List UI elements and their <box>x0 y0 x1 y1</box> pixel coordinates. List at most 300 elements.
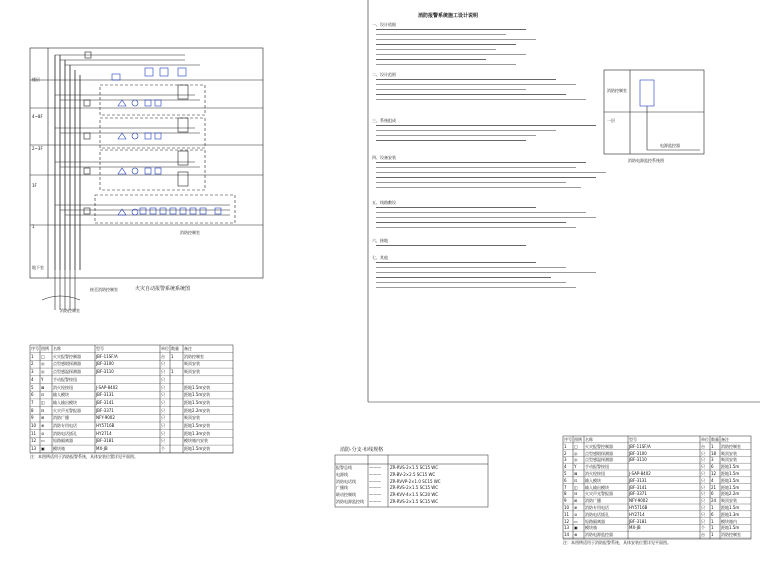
table-cell: 距地1.5m安装 <box>184 384 211 390</box>
table-cell: 只 <box>161 415 165 421</box>
table-cell: 消防专用电话 <box>53 423 77 428</box>
table-header-cell: 型号 <box>629 437 637 442</box>
riser-floor-label: 1 <box>32 224 35 229</box>
table-cell: 距地2.2m <box>721 491 740 497</box>
table-cell: 11 <box>31 430 37 436</box>
table-cell: 13 <box>564 525 570 531</box>
wiring-cell: 广播线 <box>336 485 348 491</box>
notes-heading: 一、设计依据 <box>372 22 396 27</box>
table-header-cell: 单位 <box>161 346 169 351</box>
table-cell: HY2714 <box>96 430 112 436</box>
table-cell: 10 <box>564 505 570 510</box>
notes-text-line <box>376 99 586 100</box>
table-header-cell: 备注 <box>184 346 192 351</box>
table-cell: ◎ <box>574 457 578 463</box>
smoke-detector-icon <box>132 100 138 106</box>
table-cell: 9 <box>564 498 567 504</box>
table-cell: 点型感烟探测器 <box>53 361 81 367</box>
table-cell: 12 <box>711 471 717 476</box>
table-cell: 1 <box>711 443 714 449</box>
table-cell: 24 <box>711 498 717 504</box>
wiring-cell: 消防电话线 <box>336 478 356 484</box>
hydrant-button-icon <box>160 208 166 214</box>
table-cell: ▭ <box>41 438 45 444</box>
table-header-cell: 型号 <box>96 346 104 351</box>
notes-text-line <box>376 89 526 90</box>
hydrant-button-icon <box>155 133 161 139</box>
riser-bottom-label-1: 接至消防控制室 <box>90 287 118 292</box>
table-cell: 3 <box>31 369 34 375</box>
riser-floor-label: 4~8F <box>32 114 43 119</box>
table-cell: ▣ <box>41 446 45 452</box>
table-cell: JBF-3371 <box>96 407 114 413</box>
table-cell: 距地1.5m <box>721 505 740 510</box>
hydrant-button-icon <box>155 100 161 106</box>
notes-text-line <box>376 125 596 126</box>
table-cell: JBF-3110 <box>629 457 647 463</box>
table-cell: JBF-3100 <box>629 450 647 456</box>
table-cell: 距地1.5m <box>721 525 740 531</box>
wiring-cell: ZR-BV-2×2.5 SC15 WC <box>390 471 436 477</box>
notes-text-line <box>376 282 566 283</box>
table-cell: 吸顶安装 <box>184 415 200 421</box>
notes-text-line <box>376 49 496 50</box>
table-cell: 7 <box>31 399 34 405</box>
table-cell: JBF-3181 <box>96 438 114 444</box>
table-cell: 3 <box>564 457 567 463</box>
table-header-cell: 序号 <box>31 346 39 351</box>
notes-text-line <box>376 39 536 40</box>
table-cell: 模块箱内安装 <box>184 438 208 444</box>
table-cell: 6 <box>564 477 567 483</box>
table-cell: ⊟ <box>41 407 45 413</box>
notes-text-line <box>376 272 596 273</box>
notes-text-line <box>376 267 566 268</box>
table-cell: 12 <box>31 438 37 444</box>
notes-heading: 三、系统组成 <box>372 118 396 123</box>
table-cell: 5 <box>564 471 567 476</box>
table-cell: 只 <box>701 505 705 510</box>
right-diagram <box>604 70 704 154</box>
table-cell: 12 <box>564 518 570 524</box>
wiring-cell: ZR-RVS-2×1.5 SC15 WC <box>390 485 439 491</box>
table-cell: 消防广播 <box>585 498 601 504</box>
right-diagram-label-2: 一层 <box>607 118 615 123</box>
table-cell: 只 <box>701 464 705 470</box>
table-cell: 输入输出模块 <box>53 399 77 405</box>
wiring-cell: ——— <box>369 499 381 504</box>
table-cell: ◎ <box>41 361 45 367</box>
notes-text-line <box>376 29 526 30</box>
wiring-cell: ——— <box>369 485 381 491</box>
riser-floor-label: 楼层 <box>32 77 40 82</box>
legend-right-footnote: 注：本图例适用于消防报警系统，具体安装位置详见平面图。 <box>563 540 671 545</box>
table-cell: 6 <box>711 491 714 497</box>
table-cell: 模块箱内 <box>721 518 737 524</box>
notes-text-line <box>376 59 486 60</box>
right-diagram-label-1: 消防控制室 <box>607 88 627 93</box>
table-cell: ⊞ <box>41 415 45 421</box>
broadcast-panel-icon <box>178 118 188 132</box>
table-cell: □ <box>574 443 578 449</box>
table-cell: 只 <box>701 498 705 504</box>
isolator-icon <box>84 133 90 139</box>
table-cell: 只 <box>701 477 705 483</box>
table-cell: JBF-3100 <box>96 361 114 367</box>
table-cell: 只 <box>161 423 165 428</box>
table-cell: 8 <box>564 491 567 497</box>
table-cell: 只 <box>161 376 165 382</box>
notes-text-line <box>376 262 536 263</box>
notes-text-line <box>376 222 566 223</box>
table-cell: 1 <box>564 443 567 449</box>
riser-devices <box>84 52 221 215</box>
table-cell: JBF-3141 <box>96 399 114 405</box>
table-cell: ⊘ <box>41 430 45 436</box>
table-cell: 距地1.3m <box>721 511 740 517</box>
right-diagram-label-3: 电源监控器 <box>660 143 680 148</box>
notes-heading: 七、其他 <box>372 255 388 260</box>
table-cell: JBF-3131 <box>96 392 114 398</box>
table-cell: 点型感温探测器 <box>53 369 81 375</box>
table-cell: 火灾报警控制器 <box>585 443 613 449</box>
table-cell: JBF-3110 <box>96 369 114 375</box>
notes-text-line <box>376 84 576 85</box>
table-cell: JBF-3131 <box>629 477 647 483</box>
notes-title: 消防报警系统施工设计说明 <box>418 13 479 19</box>
notes-text-line <box>376 177 596 178</box>
table-cell: 吸顶安装 <box>721 457 737 463</box>
table-cell: MX-JB <box>96 446 108 452</box>
table-header-cell: 单位 <box>701 437 709 442</box>
hydrant-button-icon <box>145 133 151 139</box>
table-cell: 距地1.5m <box>721 484 740 490</box>
table-header-cell: 名称 <box>585 437 593 442</box>
wiring-cell: ——— <box>369 471 381 477</box>
table-cell: 点型感烟探测器 <box>585 450 613 456</box>
alarm-bell-icon <box>118 168 126 174</box>
hydrant-button-icon <box>145 168 151 174</box>
table-cell: 只 <box>161 407 165 413</box>
table-cell: 短路隔离器 <box>53 438 73 444</box>
table-cell: JBF-3371 <box>629 491 647 497</box>
wiring-cell: 联动控制线 <box>336 492 356 498</box>
table-cell: 只 <box>701 471 705 476</box>
table-cell: 只 <box>161 392 165 398</box>
table-cell: 只 <box>701 484 705 490</box>
table-cell: 距地1.5m <box>721 471 740 476</box>
riser-caption: 火灾自动报警系统系统图 <box>135 286 191 292</box>
table-cell: □ <box>41 353 45 359</box>
notes-heading: 五、线路敷设 <box>372 200 396 205</box>
table-cell: JBF-3181 <box>629 518 647 524</box>
notes-heading: 六、接地 <box>372 238 388 243</box>
isolator-icon <box>84 168 90 174</box>
table-cell: ◎ <box>574 450 578 456</box>
table-header-cell: 图例 <box>41 346 49 351</box>
table-cell: 消防控制室 <box>184 353 204 359</box>
table-cell: 6 <box>711 464 714 470</box>
notes-text-line <box>376 217 596 218</box>
smoke-detector-icon <box>132 133 138 139</box>
table-cell: 个 <box>161 446 165 452</box>
table-cell: 4 <box>564 464 567 470</box>
table-cell: 1 <box>711 518 714 524</box>
table-cell: 只 <box>701 518 705 524</box>
notes-text-line <box>376 172 606 173</box>
wiring-cell: 报警总线 <box>336 465 352 470</box>
table-cell: 只 <box>161 430 165 436</box>
table-cell: 吸顶安装 <box>721 498 737 504</box>
table-cell: 火灾声光警报器 <box>585 491 613 497</box>
table-cell: 消防专用电话 <box>585 505 609 510</box>
table-cell: ⊕ <box>574 505 578 510</box>
table-cell: 消防电源监控器 <box>585 532 613 538</box>
notes-text-line <box>376 245 526 246</box>
input-module-icon <box>112 74 120 80</box>
smoke-detector-icon <box>132 168 138 174</box>
table-cell: 6 <box>31 392 34 398</box>
table-cell: 10 <box>31 423 37 428</box>
notes-text-line <box>376 287 576 288</box>
table-cell: 7 <box>564 484 567 490</box>
table-cell: J-SAP-8402 <box>629 471 651 476</box>
notes-frame <box>368 0 760 402</box>
hydrant-button-icon <box>150 208 156 214</box>
table-cell: NFY-9002 <box>96 415 115 421</box>
table-cell: 距地1.5m安装 <box>184 392 211 398</box>
table-cell: 消防控制室 <box>721 443 741 449</box>
table-cell: 21 <box>711 484 717 490</box>
notes-text-line <box>376 130 556 131</box>
table-cell: 只 <box>161 361 165 367</box>
table-header-cell: 名称 <box>53 346 61 351</box>
table-cell: 只 <box>161 369 165 375</box>
notes-text-line <box>376 140 526 141</box>
table-header-cell: 数量 <box>711 437 719 442</box>
notes-text-line <box>376 207 536 208</box>
hydrant-button-icon <box>200 208 206 214</box>
table-cell: 4 <box>31 376 34 382</box>
table-cell: 只 <box>701 491 705 497</box>
alarm-bell-icon <box>118 133 126 139</box>
riser-bottom-label-2: 消防控制室 <box>60 308 80 313</box>
table-cell: JBF-11SF/A <box>629 443 651 449</box>
notes-text-line <box>376 64 516 65</box>
notes-heading: 四、设备安装 <box>372 155 396 160</box>
table-cell: 吸顶安装 <box>184 361 200 367</box>
right-diagram-caption: 消防电源监控系统图 <box>628 158 664 163</box>
table-cell: 只 <box>161 399 165 405</box>
notes-text-line <box>376 94 566 95</box>
table-cell: 消火栓按钮 <box>585 471 605 476</box>
table-cell: ⊘ <box>574 511 578 517</box>
table-cell: 短路隔离器 <box>585 518 605 524</box>
table-cell: 输入输出模块 <box>585 484 609 490</box>
table-cell: 6 <box>711 511 714 517</box>
broadcast-panel-icon <box>178 151 188 165</box>
alarm-bell-icon <box>118 100 126 106</box>
notes-text-line <box>376 135 536 136</box>
table-cell: Y <box>574 464 577 470</box>
table-cell: ⊡ <box>41 392 45 398</box>
legend-left-footnote: 注：本图例适用于消防报警系统，具体安装位置详见平面图。 <box>30 454 138 459</box>
hydrant-button-icon <box>215 208 221 214</box>
table-cell: 1 <box>171 353 174 359</box>
table-cell: 消防电话插孔 <box>585 511 609 517</box>
table-cell: 距地2.2m安装 <box>184 407 211 413</box>
table-cell: NFY-9002 <box>629 498 648 504</box>
table-cell: 火灾声光警报器 <box>53 407 81 413</box>
hydrant-button-icon <box>140 208 146 214</box>
table-cell: 台 <box>701 532 705 538</box>
wiring-cell: ZR-KVV-4×1.5 SC20 WC <box>390 492 439 498</box>
table-cell: 距地1.5m安装 <box>184 446 211 452</box>
wiring-cell: ZR-RVVP-2×1.0 SC15 WC <box>390 478 441 484</box>
table-cell: 5 <box>31 384 34 390</box>
riser-floor-label: 2~3F <box>32 146 43 151</box>
wiring-table-title: 消防·分支·布线规格 <box>340 447 384 453</box>
riser-meter-label: 消防控制室 <box>180 230 200 235</box>
table-cell: 11 <box>564 511 570 517</box>
hydrant-button-icon <box>190 208 196 214</box>
table-cell: 消防电话插孔 <box>53 430 77 436</box>
riser-floor-label: 1F <box>32 183 37 188</box>
hydrant-button-icon <box>170 208 176 214</box>
table-cell: 台 <box>701 443 705 449</box>
table-cell: 距地1.5m安装 <box>184 399 211 405</box>
wiring-cell: ZR-RVS-2×1.5 SC15 WC <box>390 465 439 470</box>
table-cell: 点型感温探测器 <box>585 457 613 463</box>
table-cell: J-SAP-8402 <box>96 384 118 390</box>
module-box-icon <box>145 68 153 76</box>
table-cell: 个 <box>701 525 705 531</box>
table-header-cell: 图例 <box>574 437 582 442</box>
table-cell: 消防控制室 <box>721 532 741 538</box>
table-cell: ⊡ <box>574 477 578 483</box>
table-cell: 模块箱 <box>585 525 597 531</box>
notes-text-line <box>376 167 576 168</box>
broadcast-panel-icon <box>178 172 188 186</box>
table-cell: 只 <box>701 450 705 456</box>
notes-text-line <box>376 277 551 278</box>
notes-text-line <box>376 212 586 213</box>
table-cell: 1 <box>711 532 714 538</box>
table-cell: 火灾报警控制器 <box>53 353 81 359</box>
table-cell: ⊟ <box>574 491 578 497</box>
table-cell: 18 <box>711 450 717 456</box>
notes-text-line <box>376 182 566 183</box>
table-cell: ⊗ <box>574 532 578 538</box>
notes-text-line <box>376 54 526 55</box>
notes-heading: 二、设计范围 <box>372 72 396 77</box>
notes-text-line <box>376 79 556 80</box>
table-cell: ⊞ <box>574 498 578 504</box>
notes-text-line <box>376 44 516 45</box>
table-cell: 1 <box>171 369 174 375</box>
hydrant-button-icon <box>180 208 186 214</box>
table-cell: HY2714 <box>629 511 645 517</box>
notes-text-line <box>376 227 576 228</box>
hydrant-button-icon <box>145 100 151 106</box>
table-cell: 只 <box>161 384 165 390</box>
table-cell: 距地1.5m <box>721 477 740 483</box>
table-cell: 消火栓按钮 <box>53 384 73 390</box>
riser-floor-label: 地下室 <box>32 265 44 270</box>
table-cell: JBF-11SF/A <box>96 353 118 359</box>
table-cell: 只 <box>701 457 705 463</box>
module-box-icon <box>160 68 168 76</box>
table-cell: JBF-3141 <box>629 484 647 490</box>
table-header-cell: 备注 <box>721 437 729 442</box>
table-cell: 2 <box>564 450 567 456</box>
table-cell: 距地1.5m安装 <box>184 423 211 428</box>
table-cell: ⊠ <box>574 471 578 476</box>
hydrant-button-icon <box>155 168 161 174</box>
table-cell: 1 <box>711 525 714 531</box>
table-cell: 9 <box>31 415 34 421</box>
wiring-cell: ——— <box>369 492 381 498</box>
table-header-cell: 数量 <box>171 346 179 351</box>
wiring-cell: ——— <box>369 465 381 470</box>
notes-text-line <box>376 187 581 188</box>
table-cell: ▭ <box>574 518 578 524</box>
wiring-cell: 消防电源监控线 <box>336 499 364 504</box>
table-header-cell: 序号 <box>564 437 572 442</box>
table-cell: 吸顶安装 <box>721 450 737 456</box>
table-cell: ◎ <box>41 369 45 375</box>
table-cell: 8 <box>31 407 34 413</box>
table-cell: 输入模块 <box>53 392 69 398</box>
table-cell: ⊠ <box>41 384 45 390</box>
table-cell: 台 <box>161 353 165 359</box>
table-cell: 只 <box>161 438 165 444</box>
table-cell: 2 <box>31 361 34 367</box>
table-cell: 只 <box>701 511 705 517</box>
table-cell: 1 <box>31 353 34 359</box>
table-cell: HY5716B <box>96 423 115 428</box>
notes-text-line <box>376 34 506 35</box>
isolator-icon <box>84 208 90 214</box>
table-cell: 模块箱 <box>53 446 65 452</box>
table-cell: 消防广播 <box>53 415 69 421</box>
table-cell: ▣ <box>574 525 578 531</box>
broadcast-panel-icon <box>178 85 188 99</box>
table-cell: HY5716B <box>629 505 648 510</box>
table-cell: ◫ <box>41 399 45 405</box>
module-box-icon <box>178 68 186 76</box>
riser-diagram <box>30 48 263 310</box>
notes-text-line <box>376 162 586 163</box>
table-cell: 距地1.5m <box>721 464 740 470</box>
table-cell: 3 <box>711 457 714 463</box>
table-cell: Y <box>41 376 44 382</box>
isolator-icon <box>84 100 90 106</box>
wiring-cell: ——— <box>369 478 381 484</box>
table-cell: ◫ <box>574 484 578 490</box>
table-cell: 距地1.3m安装 <box>184 430 211 436</box>
table-cell: MX-JB <box>629 525 641 531</box>
wiring-cell: ZR-RVS-2×1.5 SC15 WC <box>390 499 439 504</box>
table-cell: 14 <box>564 532 570 538</box>
table-cell: 手动报警按钮 <box>585 464 609 470</box>
table-cell: 13 <box>31 446 37 452</box>
table-cell: ⊕ <box>41 423 45 428</box>
table-cell: 吸顶安装 <box>184 369 200 375</box>
table-cell: 4 <box>711 477 714 483</box>
table-cell: 1 <box>711 505 714 510</box>
wiring-cell: 电源线 <box>336 471 348 477</box>
